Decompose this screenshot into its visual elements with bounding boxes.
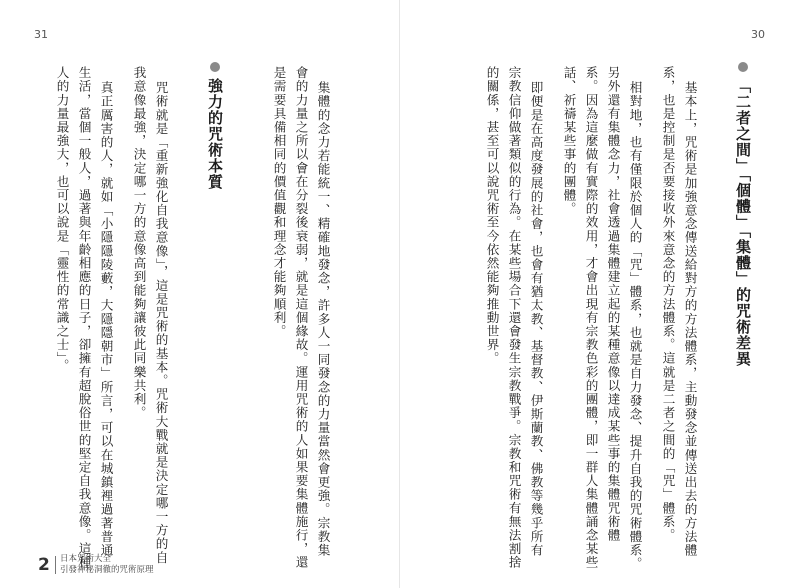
page-number: 30 <box>751 28 765 41</box>
right-page <box>400 0 799 588</box>
paragraph-line: 另外還有集體念力，社會透過集體建立起的某種意像以達成某些事的集體咒術體 <box>605 66 621 542</box>
footer-divider <box>55 556 56 574</box>
paragraph-line: 集體的念力若能統一、精確地發念，許多人一同發念的力量當然會更強。宗教集 <box>315 81 331 557</box>
bullet-icon <box>210 62 220 72</box>
paragraph-line: 是需要具備相同的價值觀和理念才能夠順利。 <box>271 66 287 338</box>
section-heading: 強力的咒術本質 <box>205 62 226 190</box>
paragraph-line: 相對地，也有僅限於個人的「咒」體系，也就是自力發念、提升自我的咒術體系。 <box>627 81 643 571</box>
paragraph-line: 基本上，咒術是加強意念傳送給對方的方法體系，主動發念並傳送出去的方法體 <box>682 81 698 557</box>
book-subtitle: 引發神秘洞徹的咒術原理 <box>60 565 154 575</box>
paragraph-line: 的關係，甚至可以說咒術至今依然能夠推動世界。 <box>484 66 500 366</box>
paragraph-line: 真正厲害的人，就如「小隱隱陵藪，大隱隱朝市」所言，可以在城鎮裡過著普通 <box>98 81 114 557</box>
page-number: 31 <box>34 28 48 41</box>
chapter-number: 2 <box>38 555 50 575</box>
paragraph-line: 咒術就是「重新強化自我意像」，這是咒術的基本。咒術大戰就是決定哪一方的自 <box>153 81 169 565</box>
paragraph-line: 話、祈禱某些事的團體。 <box>561 66 577 216</box>
paragraph-line: 生活，當個一般人，過著與年齡相應的日子，卻擁有超脫俗世的堅定自我意像。這種 <box>76 66 92 570</box>
paragraph-line: 系，也是控制是否要接收外來意念的方法體系。這就是二者之間的「咒」體系。 <box>660 66 676 542</box>
paragraph-line: 會的力量之所以會在分裂後衰弱，就是這個緣故。運用咒術的人如果要集體施行，還 <box>293 66 309 570</box>
bullet-icon <box>738 62 748 72</box>
paragraph-line: 系。因為這麼做有實際的效用，才會出現有宗教色彩的團體，即一群人集體誦念某些 <box>583 66 599 570</box>
section-heading: 「二者之間」「個體」「集體」的咒術差異 <box>733 62 754 367</box>
book-title-block <box>60 554 154 576</box>
paragraph-line: 即便是在高度發展的社會，也會有猶太教、基督教、伊斯蘭教、佛教等幾乎所有 <box>528 81 544 557</box>
book-title: 日本咒術大全 <box>60 554 112 564</box>
paragraph-line: 我意像最強，決定哪一方的意像高到能夠讓彼此同樂共利。 <box>131 66 147 420</box>
paragraph-line: 宗教信仰做著類似的行為。在某些場合下還會發生宗教戰爭。宗教和咒術有無法割捨 <box>506 66 522 570</box>
paragraph-line: 人的力量最強大，也可以說是「靈性的常識之士」。 <box>54 66 70 373</box>
left-page <box>0 0 399 588</box>
